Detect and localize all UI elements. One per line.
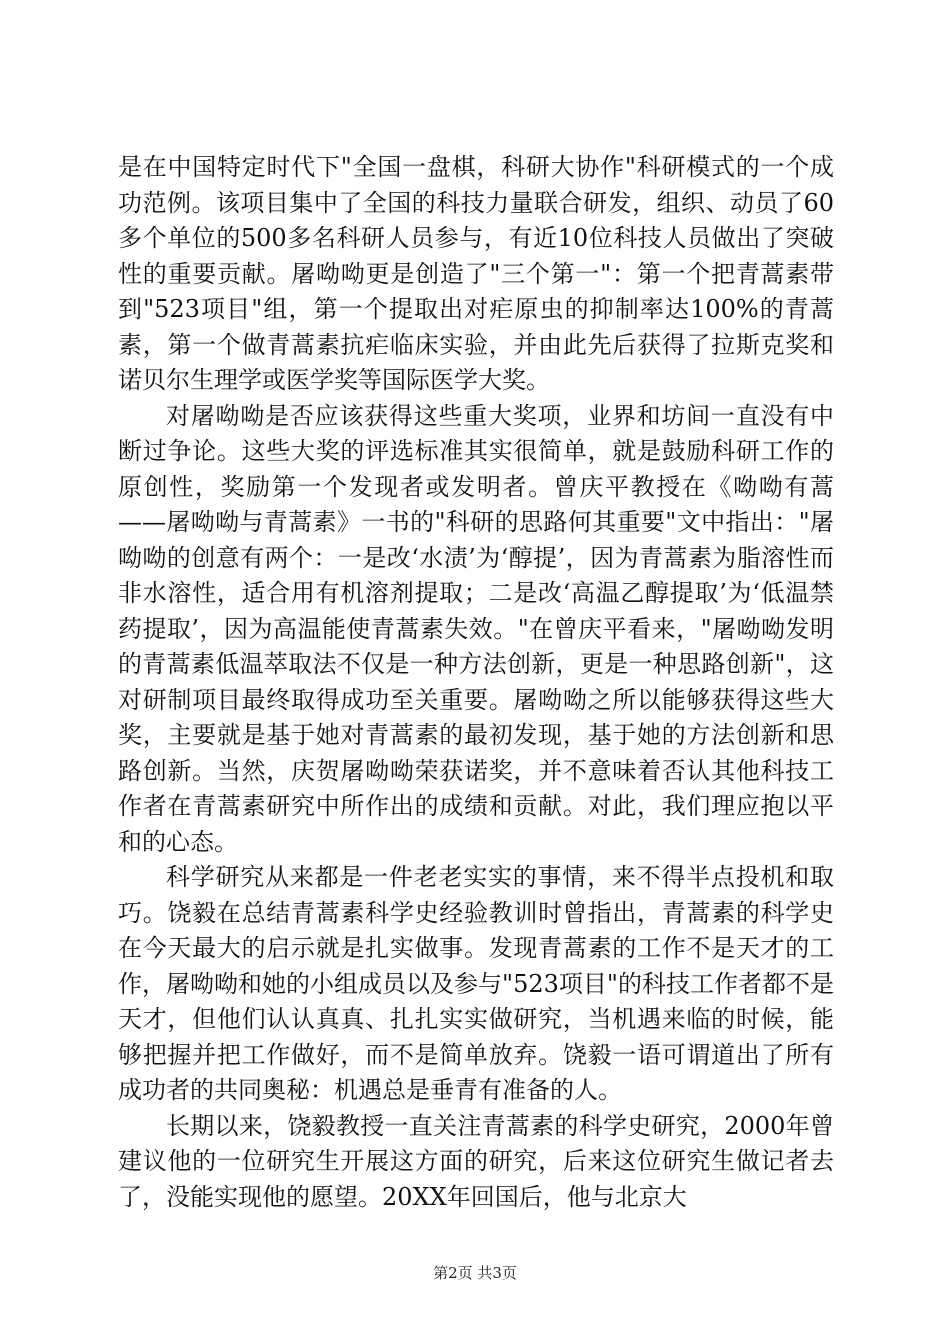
paragraph-1: 是在中国特定时代下"全国一盘棋，科研大协作"科研模式的一个成功范例。该项目集中了全国的科技力量联合研发，组织、动员了60多个单位的500多名科研人员参与，有近10位科技人员做出了突破性的重要贡献。屠呦呦更是创造了"三个第一"：第一个把青蒿素带到"523项目"组，第一个提取出对疟原虫的抑制率达100%的青蒿素，第一个做青蒿素抗疟临床实验，并由此先后获得了拉斯克奖和诺贝尔生理学或医学奖等国际医学大奖。 — [118, 153, 834, 394]
document-body — [118, 150, 834, 1215]
paragraph-2: 对屠呦呦是否应该获得这些重大奖项，业界和坊间一直没有中断过争论。这些大奖的评选标准其实很简单，就是鼓励科研工作的原创性，奖励第一个发现者或发明者。曾庆平教授在《呦呦有蒿——屠呦呦与青蒿素》一书的"科研的思路何其重要"文中指出："屠呦呦的创意有两个：一是改‘水渍’为‘醇提’，因为青蒿素为脂溶性而非水溶性，适合用有机溶剂提取；二是改‘高温乙醇提取’为‘低温禁药提取’，因为高温能使青蒿素失效。"在曾庆平看来，"屠呦呦发明的青蒿素低温萃取法不仅是一种方法创新，更是一种思路创新"，这对研制项目最终取得成功至关重要。屠呦呦之所以能够获得这些大奖，主要就是基于她对青蒿素的最初发现，基于她的方法创新和思路创新。当然，庆贺屠呦呦荣获诺奖，并不意味着否认其他科技工作者在青蒿素研究中所作出的成绩和贡献。对此，我们理应抱以平和的心态。 — [118, 401, 834, 856]
paragraph-4: 长期以来，饶毅教授一直关注青蒿素的科学史研究，2000年曾建议他的一位研究生开展这方面的研究，后来这位研究生做记者去了，没能实现他的愿望。20XX年回国后，他与北京大 — [118, 1111, 834, 1211]
page-footer — [0, 1262, 950, 1283]
page-number: 第2页 共3页 — [433, 1264, 517, 1282]
paragraph-3: 科学研究从来都是一件老老实实的事情，来不得半点投机和取巧。饶毅在总结青蒿素科学史经验教训时曾指出，青蒿素的科学史在今天最大的启示就是扎实做事。发现青蒿素的工作不是天才的工作，屠呦呦和她的小组成员以及参与"523项目"的科技工作者都不是天才，但他们认认真真、扎扎实实做研究，当机遇来临的时候，能够把握并把工作做好，而不是简单放弃。饶毅一语可谓道出了所有成功者的共同奥秘：机遇总是垂青有准备的人。 — [118, 863, 834, 1104]
